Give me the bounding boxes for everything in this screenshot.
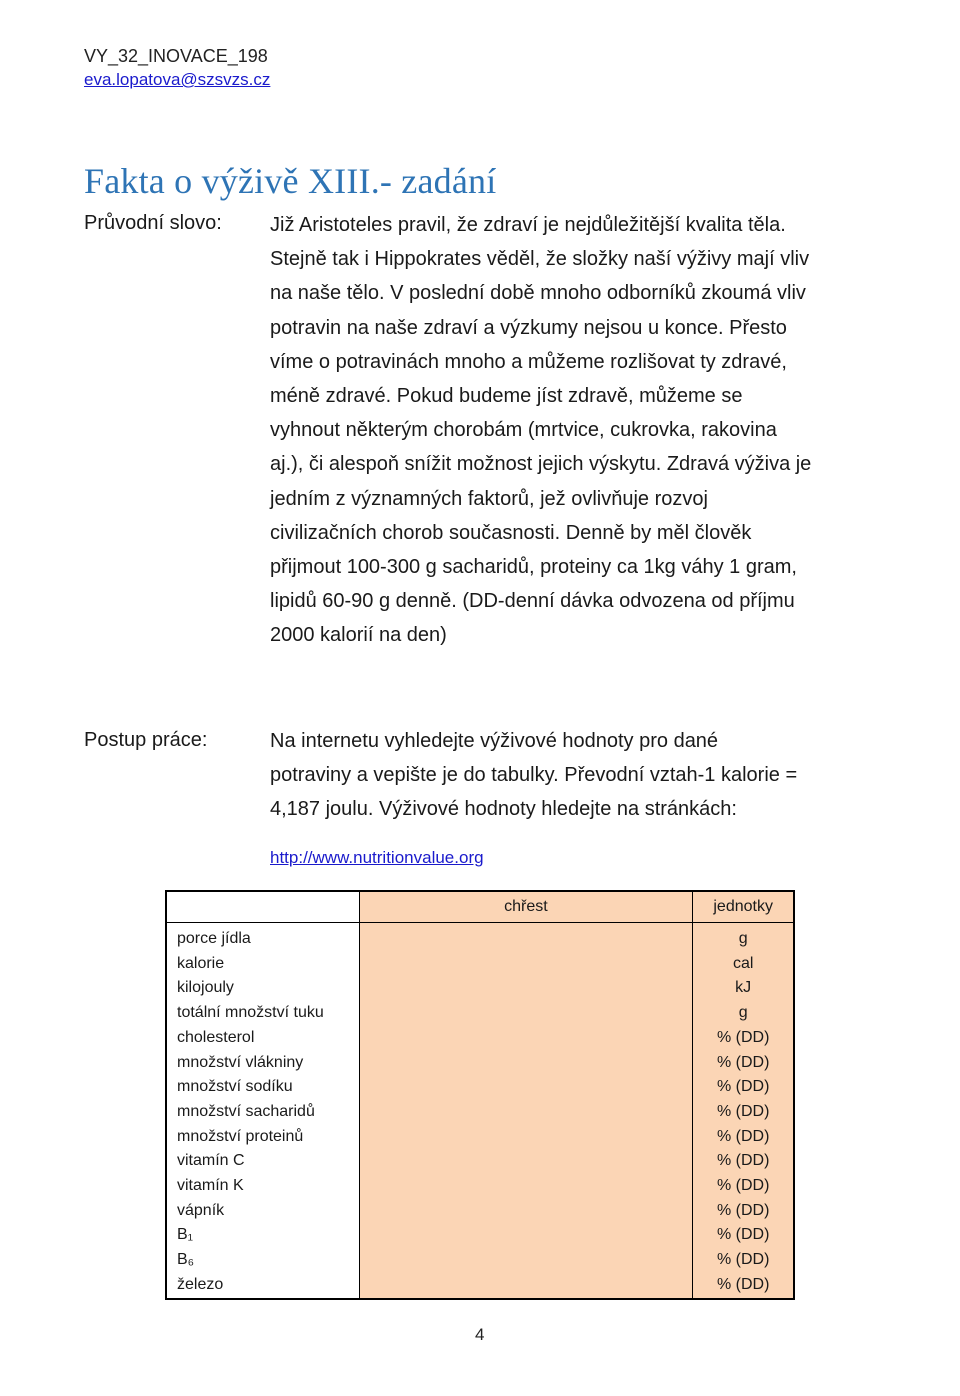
intro-line: jedním z významných faktorů, jež ovlivňuje rozvoj bbox=[270, 487, 708, 510]
value-cell[interactable] bbox=[359, 923, 693, 952]
intro-line: civilizačních chorob současnosti. Denně by měl člověk bbox=[270, 521, 752, 544]
value-cell[interactable] bbox=[359, 1223, 693, 1248]
unit-header: jednotky bbox=[693, 891, 794, 923]
nutrient-name: kalorie bbox=[166, 952, 359, 977]
intro-line: 2000 kalorií na den) bbox=[270, 624, 447, 647]
procedure-text bbox=[270, 724, 900, 827]
unit-cell: % (DD) bbox=[693, 1149, 794, 1174]
intro-line: přijmout 100-300 g sacharidů, proteiny ca 1kg váhy 1 gram, bbox=[270, 556, 797, 579]
table-row bbox=[166, 923, 794, 952]
document-code: VY_32_INOVACE_198 bbox=[84, 46, 268, 66]
table-row bbox=[166, 1149, 794, 1174]
intro-line: aj.), či alespoň snížit možnost jejich výskytu. Zdravá výživa je bbox=[270, 453, 812, 476]
nutrient-name: množství vlákniny bbox=[166, 1051, 359, 1076]
author-email-link[interactable]: eva.lopatova@szsvzs.cz bbox=[84, 70, 271, 89]
intro-label: Průvodní slovo: bbox=[84, 212, 222, 234]
table-header-empty bbox=[166, 891, 359, 923]
intro-line: Již Aristoteles pravil, že zdraví je nejdůležitější kvalita těla. bbox=[270, 214, 786, 236]
value-cell[interactable] bbox=[359, 1100, 693, 1125]
intro-line: méně zdravé. Pokud budeme jíst zdravě, můžeme se bbox=[270, 385, 743, 408]
nutrient-name: porce jídla bbox=[166, 923, 359, 952]
table-row bbox=[166, 1026, 794, 1051]
nutrient-name: cholesterol bbox=[166, 1026, 359, 1051]
nutrition-table bbox=[165, 890, 795, 1300]
value-cell[interactable] bbox=[359, 1273, 693, 1299]
unit-cell: g bbox=[693, 1001, 794, 1026]
unit-cell: % (DD) bbox=[693, 1223, 794, 1248]
table-row bbox=[166, 1273, 794, 1299]
nutrient-name: vitamín K bbox=[166, 1174, 359, 1199]
value-cell[interactable] bbox=[359, 1199, 693, 1224]
value-cell[interactable] bbox=[359, 952, 693, 977]
nutrient-name: B₆ bbox=[166, 1248, 359, 1273]
value-cell[interactable] bbox=[359, 1001, 693, 1026]
value-cell[interactable] bbox=[359, 1174, 693, 1199]
unit-cell: cal bbox=[693, 952, 794, 977]
table-row bbox=[166, 1248, 794, 1273]
unit-cell: % (DD) bbox=[693, 1051, 794, 1076]
table-row bbox=[166, 952, 794, 977]
nutrient-name: vápník bbox=[166, 1199, 359, 1224]
intro-line: potravin na naše zdraví a výzkumy nejsou u konce. Přesto bbox=[270, 316, 787, 339]
intro-line: lipidů 60-90 g denně. (DD-denní dávka odvozena od příjmu bbox=[270, 590, 795, 613]
unit-cell: % (DD) bbox=[693, 1248, 794, 1273]
value-cell[interactable] bbox=[359, 1125, 693, 1150]
intro-line: na naše tělo. V poslední době mnoho odborníků zkoumá vliv bbox=[270, 282, 806, 305]
value-cell[interactable] bbox=[359, 976, 693, 1001]
procedure-line: potraviny a vepište je do tabulky. Převodní vztah-1 kalorie = bbox=[270, 764, 798, 787]
table-row bbox=[166, 1199, 794, 1224]
page-number: 4 bbox=[475, 1325, 485, 1344]
unit-cell: kJ bbox=[693, 976, 794, 1001]
nutrient-name: množství sodíku bbox=[166, 1075, 359, 1100]
unit-cell: g bbox=[693, 923, 794, 952]
unit-cell: % (DD) bbox=[693, 1199, 794, 1224]
nutrient-name: vitamín C bbox=[166, 1149, 359, 1174]
unit-cell: % (DD) bbox=[693, 1273, 794, 1299]
table-row bbox=[166, 1051, 794, 1076]
unit-cell: % (DD) bbox=[693, 1075, 794, 1100]
value-cell[interactable] bbox=[359, 1149, 693, 1174]
value-cell[interactable] bbox=[359, 1248, 693, 1273]
table-row bbox=[166, 1125, 794, 1150]
procedure-line: 4,187 joulu. Výživové hodnoty hledejte na stránkách: bbox=[270, 798, 737, 821]
nutrition-website-link[interactable]: http://www.nutritionvalue.org bbox=[270, 848, 484, 867]
value-cell[interactable] bbox=[359, 1075, 693, 1100]
nutrient-name: množství sacharidů bbox=[166, 1100, 359, 1125]
nutrient-name: množství proteinů bbox=[166, 1125, 359, 1150]
nutrient-name: totální množství tuku bbox=[166, 1001, 359, 1026]
unit-cell: % (DD) bbox=[693, 1026, 794, 1051]
table-header-row bbox=[166, 891, 794, 923]
page-title: Fakta o výživě XIII.- zadání bbox=[84, 161, 497, 201]
nutrient-name: B₁ bbox=[166, 1223, 359, 1248]
table-row bbox=[166, 976, 794, 1001]
unit-cell: % (DD) bbox=[693, 1100, 794, 1125]
intro-text bbox=[270, 208, 900, 653]
value-cell[interactable] bbox=[359, 1026, 693, 1051]
intro-line: víme o potravinách mnoho a můžeme rozlišovat ty zdravé, bbox=[270, 350, 787, 373]
value-cell[interactable] bbox=[359, 1051, 693, 1076]
nutrient-name: železo bbox=[166, 1273, 359, 1299]
table-row bbox=[166, 1223, 794, 1248]
food-header: chřest bbox=[359, 891, 693, 923]
unit-cell: % (DD) bbox=[693, 1174, 794, 1199]
table-row bbox=[166, 1001, 794, 1026]
intro-line: vyhnout některým chorobám (mrtvice, cukrovka, rakovina bbox=[270, 419, 777, 442]
nutrient-name: kilojouly bbox=[166, 976, 359, 1001]
table-row bbox=[166, 1100, 794, 1125]
procedure-label: Postup práce: bbox=[84, 729, 208, 751]
unit-cell: % (DD) bbox=[693, 1125, 794, 1150]
table-row bbox=[166, 1075, 794, 1100]
table-row bbox=[166, 1174, 794, 1199]
procedure-line: Na internetu vyhledejte výživové hodnoty pro dané bbox=[270, 730, 719, 752]
intro-line: Stejně tak i Hippokrates věděl, že složky naší výživy mají vliv bbox=[270, 248, 810, 271]
